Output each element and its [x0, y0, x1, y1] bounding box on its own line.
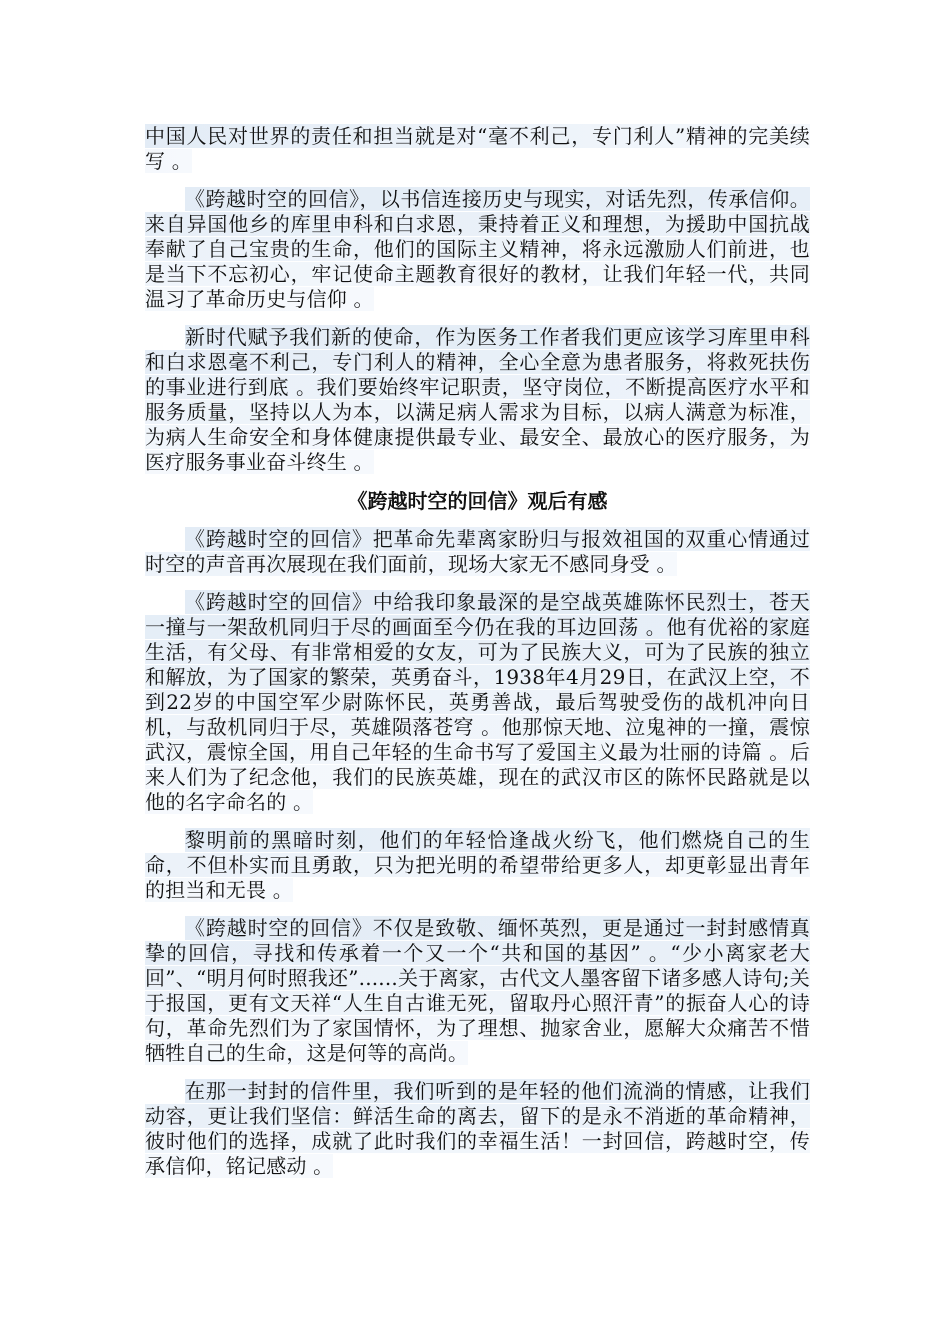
document-body [145, 124, 810, 1192]
paragraph: 《跨越时空的回信》，以书信连接历史与现实，对话先烈，传承信仰。来自异国他乡的库里申科和白求恩，秉持着正义和理想，为援助中国抗战奉献了自己宝贵的生命，他们的国际主义精神，将永远激励人们前进，也是当下不忘初心，牢记使命主题教育很好的教材，让我们年轻一代，共同温习了革命历史与信仰 。 [145, 187, 810, 311]
paragraph: 《跨越时空的回信》不仅是致敬、缅怀英烈，更是通过一封封感情真挚的回信，寻找和传承着一个又一个“共和国的基因” 。“少小离家老大回”、“明月何时照我还”......关于离家，古代文人墨客留下诸多感人诗句;关于报国，更有文天祥“人生自古谁无死，留取丹心照汗青”的振奋人心的诗句，革命先烈们为了家国情怀，为了理想、抛家舍业，愿解大众痛苦不惜牺牲自己的生命，这是何等的高尚。 [145, 916, 810, 1065]
paragraph: 在那一封封的信件里，我们听到的是年轻的他们流淌的情感，让我们动容，更让我们坚信：鲜活生命的离去，留下的是永不消逝的革命精神，彼时他们的选择，成就了此时我们的幸福生活！一封回信，跨越时空，传承信仰，铭记感动 。 [145, 1079, 810, 1178]
paragraph: 新时代赋予我们新的使命，作为医务工作者我们更应该学习库里申科和白求恩毫不利己，专门利人的精神，全心全意为患者服务，将救死扶伤的事业进行到底 。我们要始终牢记职责，坚守岗位，不断提高医疗水平和服务质量，坚持以人为本，以满足病人需求为目标，以病人满意为标准，为病人生命安全和身体健康提供最专业、最安全、最放心的医疗服务，为医疗服务事业奋斗终生 。 [145, 325, 810, 474]
article-title: 《跨越时空的回信》观后有感 [347, 489, 608, 513]
paragraph: 黎明前的黑暗时刻，他们的年轻恰逢战火纷飞，他们燃烧自己的生命，不但朴实而且勇敢，只为把光明的希望带给更多人，却更彰显出青年的担当和无畏 。 [145, 828, 810, 902]
paragraph: 中国人民对世界的责任和担当就是对“毫不利己，专门利人”精神的完美续写 。 [145, 124, 810, 173]
paragraph: 《跨越时空的回信》把革命先辈离家盼归与报效祖国的双重心情通过时空的声音再次展现在我们面前，现场大家无不感同身受 。 [145, 527, 810, 576]
paragraph: 《跨越时空的回信》中给我印象最深的是空战英雄陈怀民烈士，苍天一撞与一架敌机同归于尽的画面至今仍在我的耳边回荡 。他有优裕的家庭生活，有父母、有非常相爱的女友，可为了民族大义，可为了民族的独立和解放，为了国家的繁荣，英勇奋斗，1938年4月29日，在武汉上空，不到22岁的中国空军少尉陈怀民，英勇善战，最后驾驶受伤的战机冲向日机，与敌机同归于尽，英雄陨落苍穹 。他那惊天地、泣鬼神的一撞，震惊武汉，震惊全国，用自己年轻的生命书写了爱国主义最为壮丽的诗篇 。后来人们为了纪念他，我们的民族英雄，现在的武汉市区的陈怀民路就是以他的名字命名的 。 [145, 590, 810, 814]
